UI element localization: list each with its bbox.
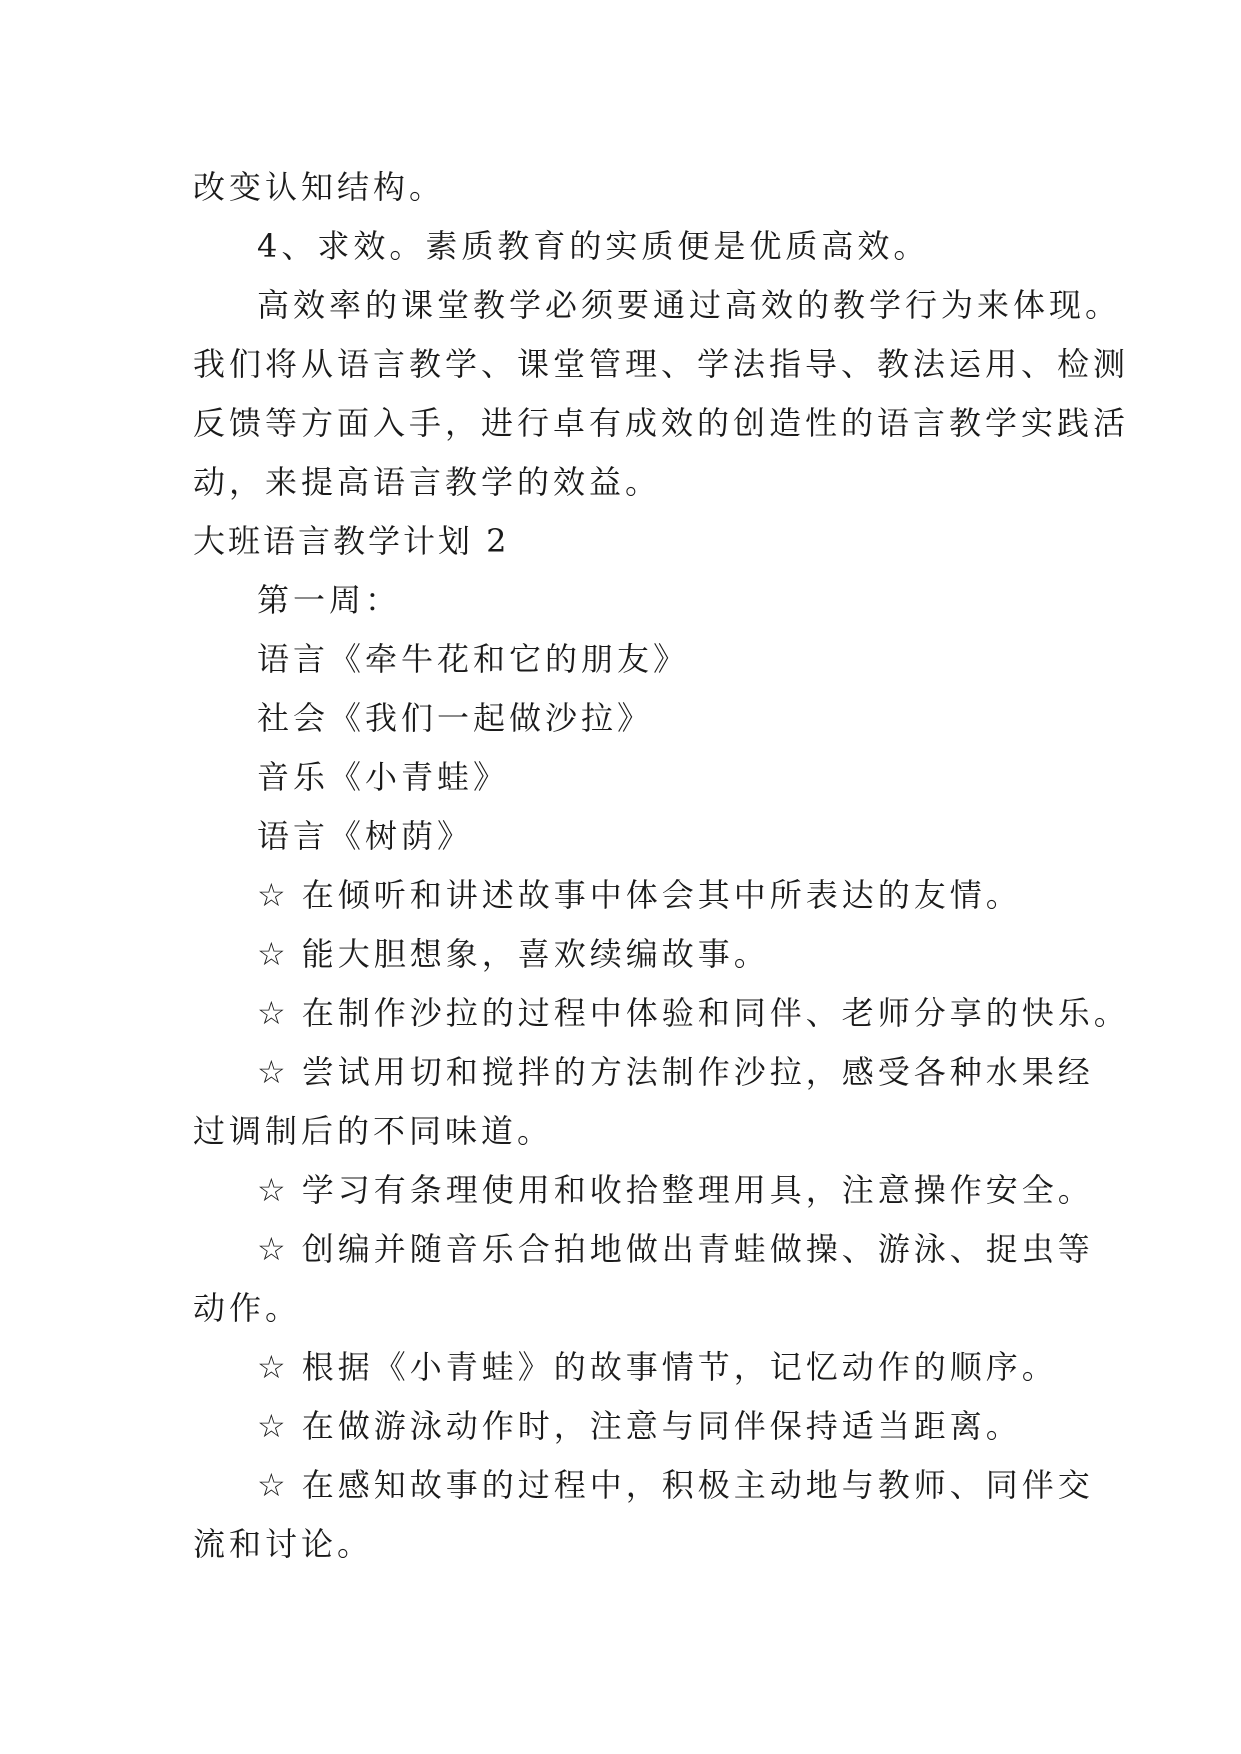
line-text: 反馈等方面入手，进行卓有成效的创造性的语言教学实践活 <box>193 404 1130 442</box>
text-line <box>193 630 1073 689</box>
text-line <box>193 925 1073 984</box>
line-text: 动，来提高语言教学的效益。 <box>193 463 662 501</box>
line-text: 学习有条理使用和收拾整理用具，注意操作安全。 <box>301 1171 1094 1209</box>
line-text: 社会《我们一起做沙拉》 <box>257 699 654 737</box>
line-text: 第一周： <box>257 581 402 619</box>
line-text: 改变认知结构。 <box>193 168 446 206</box>
star-bullet-icon: ☆ <box>257 1171 290 1209</box>
text-line <box>193 807 1073 866</box>
star-bullet-icon: ☆ <box>257 1407 290 1445</box>
line-text: 在做游泳动作时，注意与同伴保持适当距离。 <box>301 1407 1022 1445</box>
text-line <box>193 1220 1094 1279</box>
line-text: 动作。 <box>193 1289 302 1327</box>
line-text: 语言《牵牛花和它的朋友》 <box>257 640 690 678</box>
text-line <box>193 984 1130 1043</box>
line-text: 高效率的课堂教学必须要通过高效的教学行为来体现。 <box>257 286 1122 324</box>
text-line <box>193 1397 1073 1456</box>
text-line <box>193 1102 1073 1161</box>
line-text: 语言《树荫》 <box>257 817 474 855</box>
line-text: 大班语言教学计划 2 <box>193 522 510 560</box>
section-heading <box>193 512 1073 571</box>
star-bullet-icon: ☆ <box>257 994 290 1032</box>
document-body <box>193 158 1130 1574</box>
line-text: 过调制后的不同味道。 <box>193 1112 554 1150</box>
star-bullet-icon: ☆ <box>257 1230 290 1268</box>
line-text: 音乐《小青蛙》 <box>257 758 510 796</box>
text-line <box>193 866 1073 925</box>
text-line <box>193 158 1073 217</box>
text-line <box>193 217 1073 276</box>
line-text: 在感知故事的过程中，积极主动地与教师、同伴交 <box>301 1466 1094 1504</box>
star-bullet-icon: ☆ <box>257 876 290 914</box>
line-text: 根据《小青蛙》的故事情节，记忆动作的顺序。 <box>301 1348 1058 1386</box>
line-text: 流和讨论。 <box>193 1525 374 1563</box>
line-text: 创编并随音乐合拍地做出青蛙做操、游泳、捉虫等 <box>301 1230 1094 1268</box>
text-line <box>193 1456 1094 1515</box>
text-line <box>193 689 1073 748</box>
text-line <box>193 748 1073 807</box>
text-line <box>193 1043 1094 1102</box>
line-text: 我们将从语言教学、课堂管理、学法指导、教法运用、检测 <box>193 345 1130 383</box>
line-text: 4、求效。素质教育的实质便是优质高效。 <box>257 227 930 265</box>
star-bullet-icon: ☆ <box>257 1466 290 1504</box>
text-line <box>193 1338 1073 1397</box>
star-bullet-icon: ☆ <box>257 1348 290 1386</box>
text-line <box>193 1515 1073 1574</box>
text-line <box>193 1279 1073 1338</box>
text-line <box>193 1161 1094 1220</box>
text-line <box>193 276 1122 335</box>
line-text: 能大胆想象，喜欢续编故事。 <box>301 935 770 973</box>
line-text: 在制作沙拉的过程中体验和同伴、老师分享的快乐。 <box>301 994 1130 1032</box>
text-line <box>193 453 1073 512</box>
line-text: 在倾听和讲述故事中体会其中所表达的友情。 <box>301 876 1022 914</box>
star-bullet-icon: ☆ <box>257 935 290 973</box>
text-line <box>193 394 1130 453</box>
star-bullet-icon: ☆ <box>257 1053 290 1091</box>
text-line <box>193 335 1130 394</box>
text-line <box>193 571 1073 630</box>
line-text: 尝试用切和搅拌的方法制作沙拉，感受各种水果经 <box>301 1053 1094 1091</box>
